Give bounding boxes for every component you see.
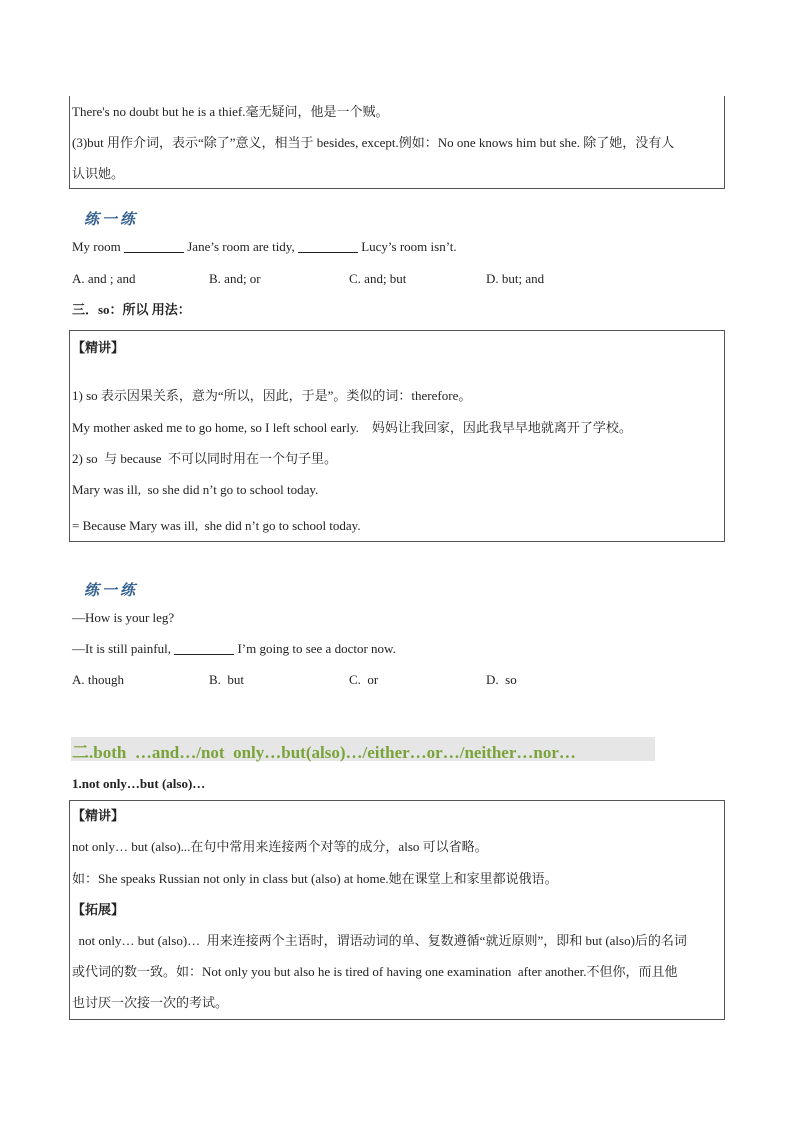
practice2-q2 (72, 640, 396, 658)
subheading: 1.not only…but (also)… (72, 776, 206, 791)
box2-line3: 2) so 与 because 不可以同时用在一个句子里。 (72, 451, 338, 466)
box2-line1: 1) so 表示因果关系，意为“所以，因此，于是”。类似的词：therefore。 (72, 388, 472, 403)
explanation-box-not-only (69, 800, 725, 1020)
answer-blank (124, 239, 184, 253)
q-part2: Jane’s room are tidy, (187, 239, 295, 254)
box3-line4: 或代词的数一致。如：Not only you but also he is tired of having one examination after another.不但你，而且他 (72, 964, 678, 979)
section-title: 三．so：所以 用法： (72, 302, 191, 317)
option-d: D. but; and (486, 271, 545, 286)
answer-blank (174, 641, 234, 655)
q-part3: Lucy’s room isn’t. (361, 239, 457, 254)
box3-line1: not only… but (also)...在句中常用来连接两个对等的成分，also 可以省略。 (72, 839, 488, 854)
option-c: C. and; but (349, 271, 407, 286)
box3-line3: not only… but (also)… 用来连接两个主语时，谓语动词的单、复数遵循“就近原则”，即和 but (also)后的名词 (72, 933, 687, 948)
option-d: D. so (486, 672, 517, 687)
box1-line3: 认识她。 (72, 166, 125, 181)
practice-title: 练一练 (84, 210, 139, 228)
practice1-question (72, 238, 457, 256)
box3-tag2: 【拓展】 (72, 902, 125, 917)
box3-tag1: 【精讲】 (72, 808, 125, 823)
box2-tag: 【精讲】 (72, 340, 125, 355)
option-a: A. and ; and (72, 271, 136, 286)
practice-title: 练一练 (84, 581, 139, 599)
box2-line2: My mother asked me to go home, so I left school early. 妈妈让我回家，因此我早早地就离开了学校。 (72, 420, 632, 435)
option-b: B. and; or (209, 271, 261, 286)
box3-line5: 也讨厌一次接一次的考试。 (72, 995, 229, 1010)
option-b: B. but (209, 672, 245, 687)
box1-line1: There's no doubt but he is a thief.毫无疑问，他是一个贼。 (72, 104, 389, 119)
answer-blank (298, 239, 358, 253)
box2-line5: = Because Mary was ill, she did n’t go to school today. (72, 518, 361, 533)
box3-line2: 如：She speaks Russian not only in class but (also) at home.她在课堂上和家里都说俄语。 (72, 871, 558, 886)
q2-part1: —It is still painful, (72, 641, 171, 656)
section-heading: 二.both …and…/not only…but(also)…/either…or…/neither…nor… (72, 743, 576, 762)
practice2-q1: —How is your leg? (72, 610, 175, 625)
box2-line4: Mary was ill, so she did n’t go to school today. (72, 482, 319, 497)
option-a: A. though (72, 672, 124, 687)
box1-line2: (3)but 用作介词，表示“除了”意义，相当于 besides, except.例如：No one knows him but she. 除了她，没有人 (72, 135, 675, 150)
q-part1: My room (72, 239, 121, 254)
q2-part2: I’m going to see a doctor now. (237, 641, 396, 656)
option-c: C. or (349, 672, 379, 687)
